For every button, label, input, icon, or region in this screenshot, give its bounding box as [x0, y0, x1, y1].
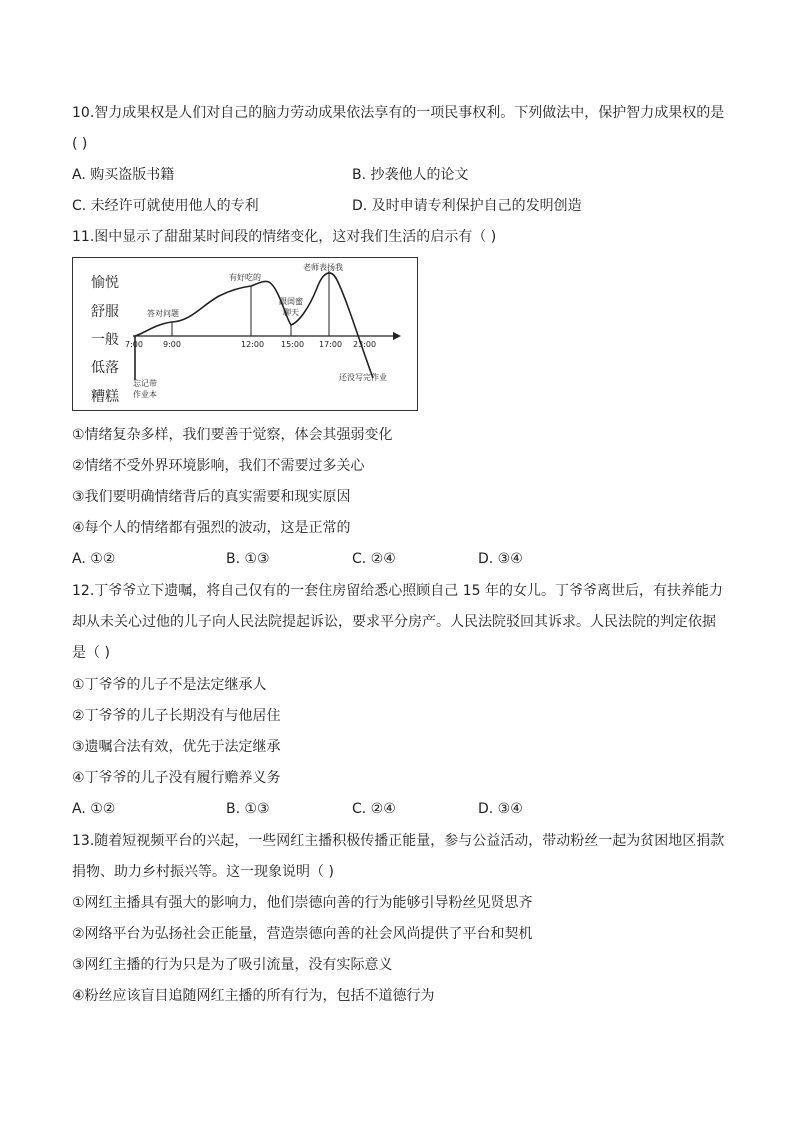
- annotation-teacher-praise: 老师表扬我: [303, 263, 343, 272]
- annotation-chat-friend: 聊天: [283, 308, 299, 317]
- q12-statement-3: ③遗嘱合法有效，优先于法定继承: [72, 739, 281, 755]
- annotation-answered-question: 答对问题: [147, 309, 179, 318]
- annotation-good-food: 有好吃的: [229, 273, 261, 282]
- annotation-forgot-homework: 忘记带: [133, 379, 157, 388]
- emotion-curve: [135, 273, 373, 380]
- y-level-label: 糟糕: [91, 389, 119, 405]
- q11-statement-4: ④每个人的情绪都有强烈的波动，这是正常的: [72, 520, 351, 536]
- x-tick-label: 9:00: [163, 340, 181, 349]
- q11-option-b: B. ①③: [226, 551, 270, 567]
- y-level-label: 低落: [91, 360, 119, 376]
- q11-statement-3: ③我们要明确情绪背后的真实需要和现实原因: [72, 489, 351, 505]
- x-axis-arrow: [393, 332, 401, 340]
- q12-option-b: B. ①③: [226, 801, 270, 817]
- q12-statement-2: ②丁爷爷的儿子长期没有与他居住: [72, 708, 281, 724]
- q11-statement-2: ②情绪不受外界环境影响，我们不需要过多关心: [72, 458, 365, 474]
- x-tick-label: 15:00: [281, 340, 305, 349]
- q10-stem: 10.智力成果权是人们对自己的脑力劳动成果依法享有的一项民事权利。下列做法中，保护智力成果权的是: [72, 105, 725, 121]
- x-tick-label: 17:00: [319, 340, 343, 349]
- q13-stem-line-2: 捐物、助力乡村振兴等。这一现象说明（ ): [72, 864, 334, 880]
- q12-option-c: C. ②④: [352, 801, 396, 817]
- q13-stem-line-1: 13.随着短视频平台的兴起，一些网红主播积极传播正能量，参与公益活动，带动粉丝一起为贫困地区捐款: [72, 833, 725, 849]
- x-tick-label: 23:00: [353, 340, 377, 349]
- x-tick-label: 12:00: [241, 340, 265, 349]
- annotation-forgot-homework: 作业本: [133, 390, 157, 399]
- y-level-label: 一般: [91, 332, 119, 348]
- q13-statement-4: ④粉丝应该盲目追随网红主播的所有行为，包括不道德行为: [72, 988, 435, 1004]
- q12-stem-line-1: 12.丁爷爷立下遗嘱，将自己仅有的一套住房留给悉心照顾自己 15 年的女儿。丁爷爷离世后，有扶养能力: [72, 583, 723, 599]
- q12-statement-1: ①丁爷爷的儿子不是法定继承人: [72, 677, 267, 693]
- emotion-chart-svg: [73, 258, 419, 412]
- emotion-chart: [72, 257, 418, 411]
- q10-paren: ( ): [72, 136, 88, 152]
- q12-option-d: D. ③④: [478, 801, 523, 817]
- y-level-label: 愉悦: [91, 275, 119, 291]
- q11-stem: 11.图中显示了甜甜某时间段的情绪变化，这对我们生活的启示有（ ): [72, 229, 497, 245]
- q12-option-a: A. ①②: [72, 801, 116, 817]
- q12-stem-line-3: 是（ ): [72, 645, 110, 661]
- q10-option-b: B. 抄袭他人的论文: [352, 167, 469, 183]
- q12-statement-4: ④丁爷爷的儿子没有履行赡养义务: [72, 770, 281, 786]
- y-level-label: 舒服: [91, 304, 119, 320]
- annotation-unfinished-homework: 还没写完作业: [339, 373, 387, 382]
- annotation-chat-friend: 跟闺蜜: [279, 297, 303, 306]
- q10-option-a: A. 购买盗版书籍: [72, 167, 175, 183]
- x-tick-label: 7:00: [125, 340, 143, 349]
- q13-statement-3: ③网红主播的行为只是为了吸引流量，没有实际意义: [72, 957, 393, 973]
- q10-option-d: D. 及时申请专利保护自己的发明创造: [352, 198, 582, 214]
- q10-option-c: C. 未经许可就使用他人的专利: [72, 198, 259, 214]
- q11-option-c: C. ②④: [352, 551, 396, 567]
- q13-statement-2: ②网络平台为弘扬社会正能量，营造崇德向善的社会风尚提供了平台和契机: [72, 926, 533, 942]
- q11-statement-1: ①情绪复杂多样，我们要善于觉察，体会其强弱变化: [72, 427, 393, 443]
- q11-option-a: A. ①②: [72, 551, 116, 567]
- q12-stem-line-2: 却从未关心过他的儿子向人民法院提起诉讼，要求平分房产。人民法院驳回其诉求。人民法院的判定依据: [72, 614, 716, 630]
- q13-statement-1: ①网红主播具有强大的影响力，他们崇德向善的行为能够引导粉丝见贤思齐: [72, 895, 533, 911]
- q11-option-d: D. ③④: [478, 551, 523, 567]
